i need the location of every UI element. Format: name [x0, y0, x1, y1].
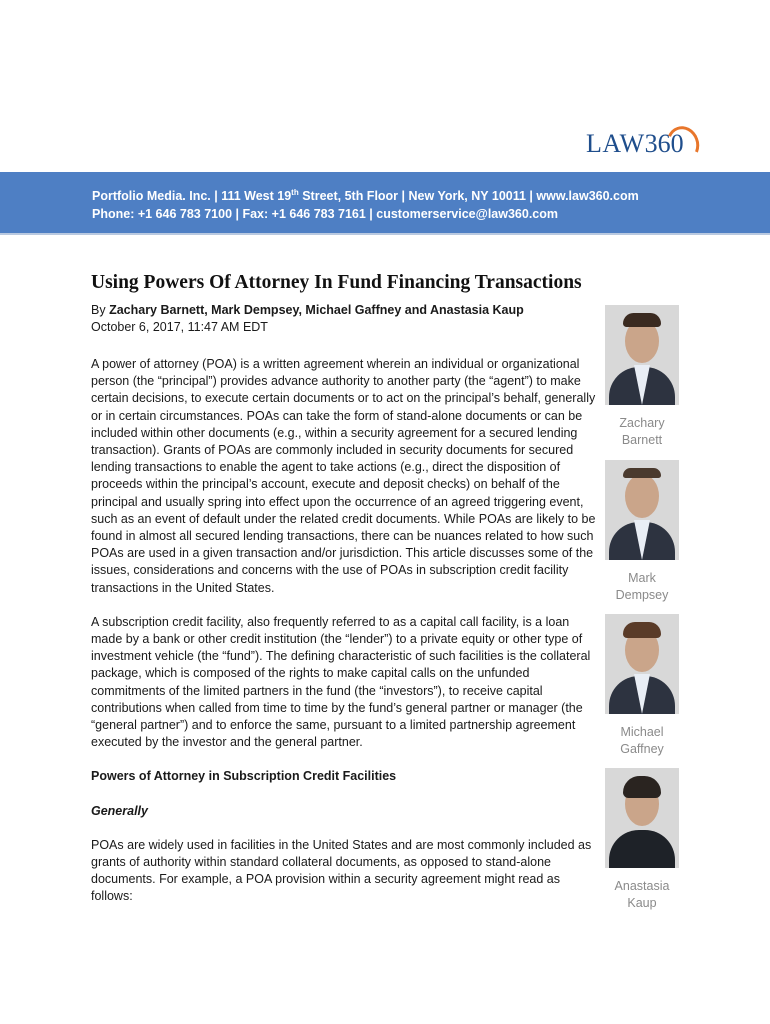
author-last-name: Gaffney — [620, 742, 664, 756]
authors: Zachary Barnett, Mark Dempsey, Michael Gaffney and Anastasia Kaup — [109, 303, 524, 317]
author-card-barnett — [605, 305, 679, 449]
author-photo — [605, 768, 679, 868]
author-last-name: Kaup — [627, 896, 657, 910]
address-superscript: th — [291, 187, 299, 197]
author-card-dempsey — [605, 460, 679, 604]
author-last-name: Dempsey — [615, 588, 669, 602]
author-line — [91, 302, 524, 319]
publish-date: October 6, 2017, 11:47 AM EDT — [91, 320, 268, 334]
by-prefix: By — [91, 303, 110, 317]
logo-text: LAW — [586, 129, 645, 158]
author-first-name: Michael — [620, 725, 664, 739]
author-name — [605, 724, 679, 758]
author-first-name: Zachary — [619, 416, 665, 430]
author-photo — [605, 305, 679, 405]
section-heading: Powers of Attorney in Subscription Credit Facilities — [91, 769, 397, 784]
article-body — [91, 356, 601, 923]
author-name — [605, 878, 679, 912]
law360-logo — [586, 124, 684, 164]
address-text-rest: Street, 5th Floor | New York, NY 10011 | www.law360.com — [298, 189, 639, 203]
article-title: Using Powers Of Attorney In Fund Financing Transactions — [91, 272, 582, 293]
paragraph-3: POAs are widely used in facilities in the United States and are most commonly included as grants of authority within standard collateral documents, as opposed to stand-alone documents. For example, a POA provision within a security agreement might read as follows: — [91, 837, 592, 904]
author-name — [605, 570, 679, 604]
author-photo — [605, 614, 679, 714]
address-text: Portfolio Media. Inc. | 111 West 19 — [92, 189, 292, 203]
banner-contact-line: Phone: +1 646 783 7100 | Fax: +1 646 783 7161 | customerservice@law360.com — [92, 207, 559, 221]
author-card-gaffney — [605, 614, 679, 758]
section-subheading: Generally — [91, 803, 148, 818]
logo-number-text: 360 — [644, 129, 684, 158]
author-photo — [605, 460, 679, 560]
paragraph-1: A power of attorney (POA) is a written agreement wherein an individual or organizational person (the “principal”) provides advance authority to another party (the “agent”) to make certain decisions, to execute certain documents or to act on the principal’s behalf, generally or in certain circumstances. POAs can take the form of stand-alone documents or can be included within other documents (e.g., within a security agreement for a secured lending transaction). Grants of POAs are commonly included in security documents for secured lending transactions to enable the agent to take actions (e.g., direct the disposition of proceeds within the principal’s account, execute and deposit checks) on behalf of the principal and usually spring into effect upon the occurrence of an agreed triggering event, such as an event of default under the related credit documents. While POAs are likely to be found in almost all secured lending transactions, there can be nuances related to how such POAs are used in a given transaction and/or jurisdiction. This article discusses some of the issues, considerations and concerns with the use of POAs in subscription credit facility transactions in the United States. — [91, 357, 596, 595]
author-name — [605, 415, 679, 449]
author-first-name: Anastasia — [614, 879, 670, 893]
banner-address-line — [92, 187, 770, 205]
byline — [91, 302, 524, 336]
author-last-name: Barnett — [621, 433, 663, 447]
logo-number — [645, 129, 684, 159]
contact-banner — [0, 172, 770, 235]
author-card-kaup — [605, 768, 679, 912]
paragraph-2: A subscription credit facility, also frequently referred to as a capital call facility, is a loan made by a bank or other credit institution (the “lender”) to a private equity or other type of investment vehicle (the “fund”). The defining characteristic of such facilities is the collateral package, which is composed of the rights to make capital calls on the unfunded commitments of the limited partners in the fund (the “investors”), to receive capital contributions when called from time to time by the fund’s general partner or manager (the “general partner”) and to enforce the same, pursuant to a limited partnership agreement executed by the investor and the general partner. — [91, 614, 591, 750]
author-first-name: Mark — [628, 571, 656, 585]
